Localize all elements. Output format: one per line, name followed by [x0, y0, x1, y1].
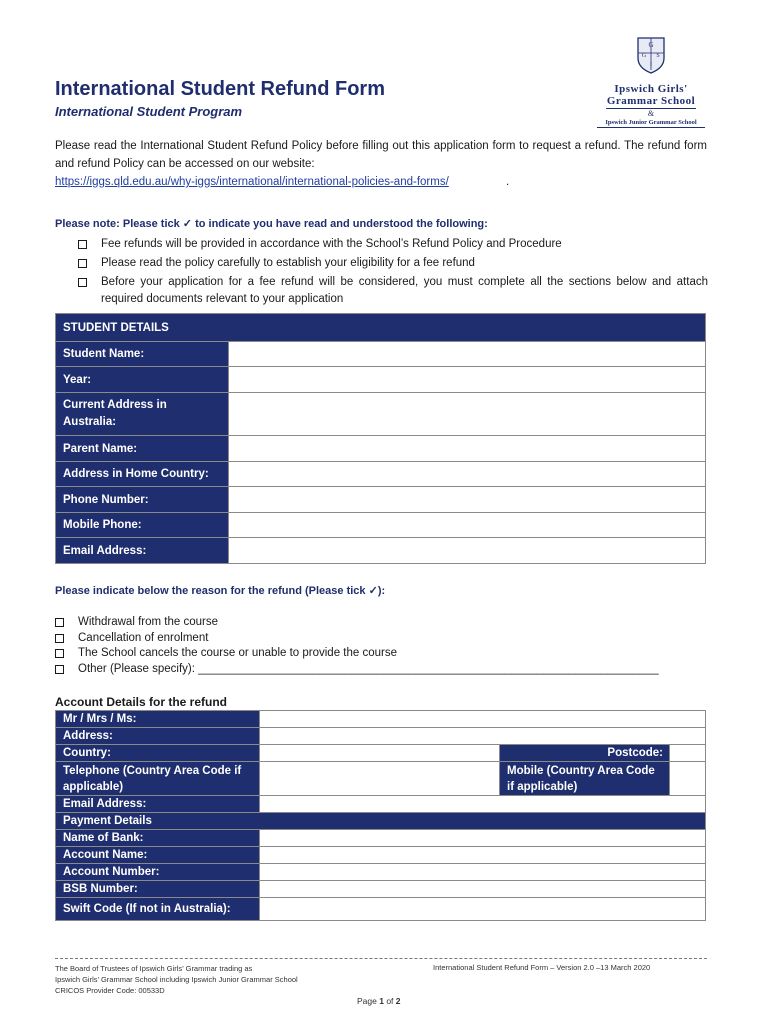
- footer-left: [55, 963, 298, 996]
- field-label: Phone Number:: [56, 487, 229, 513]
- svg-text:I: I: [650, 62, 652, 68]
- parent-name-field[interactable]: [229, 436, 706, 462]
- list-item-label: The School cancels the course or unable to provide the course: [78, 647, 397, 659]
- list-item-label: Other (Please specify): ________________________________________________________________________: [78, 662, 659, 675]
- logo-line-2: Grammar School: [606, 95, 696, 107]
- svg-text:G: G: [648, 41, 654, 49]
- field-label: Mr / Mrs / Ms:: [56, 711, 260, 728]
- bank-name-field[interactable]: [260, 830, 706, 847]
- reason-suffix: ):: [377, 585, 386, 597]
- swift-code-field[interactable]: [260, 898, 706, 921]
- footer-cricos: CRICOS Provider Code: 00533D: [55, 986, 165, 995]
- list-item: [55, 646, 715, 662]
- school-crest-icon: [636, 34, 666, 74]
- student-details-table: [55, 313, 706, 564]
- account-email-field[interactable]: [260, 796, 706, 813]
- field-label: Mobile Phone:: [56, 513, 229, 538]
- page-title: International Student Refund Form: [55, 78, 385, 100]
- list-item: [55, 615, 715, 631]
- page-current: 1: [379, 996, 384, 1006]
- school-logo: [592, 34, 710, 134]
- reason-checkbox[interactable]: [55, 649, 64, 658]
- list-item-label: Before your application for a fee refund will be considered, you must complete all the sections below and attach required documents relevant to your application: [101, 276, 708, 305]
- bsb-number-field[interactable]: [260, 881, 706, 898]
- intro-text: Please read the International Student Refund Policy before filling out this application form to request a refund. The refund form and refund Policy can be accessed on our website:: [55, 140, 707, 170]
- mobile-field[interactable]: [670, 762, 706, 796]
- account-details-table: [55, 710, 706, 921]
- field-label: Postcode:: [500, 745, 670, 762]
- list-item-label: Please read the policy carefully to establish your eligibility for a fee refund: [101, 257, 475, 269]
- field-label: Mobile (Country Area Code if applicable): [500, 762, 670, 796]
- svg-text:S: S: [656, 53, 660, 59]
- list-item: [55, 662, 715, 678]
- country-field[interactable]: [260, 745, 500, 762]
- list-item: [78, 255, 708, 272]
- field-label: BSB Number:: [56, 881, 260, 898]
- footer-version: International Student Refund Form – Version 2.0 –13 March 2020: [433, 963, 651, 972]
- field-label: Student Name:: [56, 342, 229, 367]
- field-label: Email Address:: [56, 796, 260, 813]
- account-number-field[interactable]: [260, 864, 706, 881]
- account-address-field[interactable]: [260, 728, 706, 745]
- svg-text:G: G: [641, 53, 647, 59]
- reason-checkbox[interactable]: [55, 634, 64, 643]
- note-heading: [55, 217, 488, 230]
- field-label: Parent Name:: [56, 436, 229, 462]
- page-prefix: Page: [357, 996, 380, 1006]
- student-details-heading: STUDENT DETAILS: [56, 314, 706, 342]
- tick-icon: ✓: [368, 585, 378, 597]
- reason-list: [55, 615, 715, 677]
- current-address-field[interactable]: [229, 393, 706, 436]
- email-address-field[interactable]: [229, 538, 706, 564]
- list-item: [55, 631, 715, 647]
- list-item-label: Fee refunds will be provided in accordance with the School’s Refund Policy and Procedure: [101, 238, 562, 250]
- page-mid: of: [383, 996, 396, 1006]
- logo-ampersand: &: [606, 108, 696, 118]
- note-suffix: to indicate you have read and understood the following:: [195, 218, 488, 230]
- student-name-field[interactable]: [229, 342, 706, 367]
- list-item: [78, 236, 708, 253]
- footer-trustees: The Board of Trustees of Ipswich Girls’ Grammar trading as: [55, 964, 253, 973]
- page-total: 2: [395, 996, 401, 1006]
- field-label: Address in Home Country:: [56, 462, 229, 487]
- reason-heading: [55, 584, 385, 597]
- payment-details-heading: Payment Details: [56, 813, 706, 830]
- policy-link[interactable]: https://iggs.qld.edu.au/why-iggs/international/international-policies-and-forms/: [55, 176, 449, 188]
- note-prefix: Please note: Please tick: [55, 218, 180, 230]
- footer-divider: [55, 958, 707, 959]
- reason-prefix: Please indicate below the reason for the refund (Please tick: [55, 585, 366, 597]
- reason-checkbox[interactable]: [55, 665, 64, 674]
- title-field[interactable]: [260, 711, 706, 728]
- acknowledge-checkbox[interactable]: [78, 278, 87, 287]
- field-label: Swift Code (If not in Australia):: [56, 898, 260, 921]
- field-label: Current Address in Australia:: [56, 393, 229, 436]
- reason-checkbox[interactable]: [55, 618, 64, 627]
- account-name-field[interactable]: [260, 847, 706, 864]
- home-address-field[interactable]: [229, 462, 706, 487]
- footer-school: Ipswich Girls’ Grammar School including Ipswich Junior Grammar School: [55, 975, 298, 984]
- link-suffix: .: [506, 176, 510, 188]
- list-item: [78, 274, 708, 308]
- acknowledge-checkbox[interactable]: [78, 259, 87, 268]
- field-label: Email Address:: [56, 538, 229, 564]
- field-label: Country:: [56, 745, 260, 762]
- logo-line-3: Ipswich Junior Grammar School: [597, 118, 705, 128]
- acknowledge-checkbox[interactable]: [78, 240, 87, 249]
- field-label: Account Number:: [56, 864, 260, 881]
- year-field[interactable]: [229, 367, 706, 393]
- account-heading: Account Details for the refund: [55, 695, 228, 709]
- field-label: Telephone (Country Area Code if applicable): [56, 762, 260, 796]
- field-label: Year:: [56, 367, 229, 393]
- logo-line-1: Ipswich Girls': [614, 83, 688, 95]
- telephone-field[interactable]: [260, 762, 500, 796]
- field-label: Account Name:: [56, 847, 260, 864]
- acknowledgement-list: [78, 236, 708, 310]
- phone-number-field[interactable]: [229, 487, 706, 513]
- field-label: Name of Bank:: [56, 830, 260, 847]
- page-number: [357, 996, 401, 1006]
- page-subtitle: International Student Program: [55, 104, 243, 119]
- list-item-label: Withdrawal from the course: [78, 616, 218, 628]
- tick-icon: ✓: [182, 218, 193, 230]
- mobile-phone-field[interactable]: [229, 513, 706, 538]
- postcode-field[interactable]: [670, 745, 706, 762]
- field-label: Address:: [56, 728, 260, 745]
- list-item-label: Cancellation of enrolment: [78, 631, 209, 644]
